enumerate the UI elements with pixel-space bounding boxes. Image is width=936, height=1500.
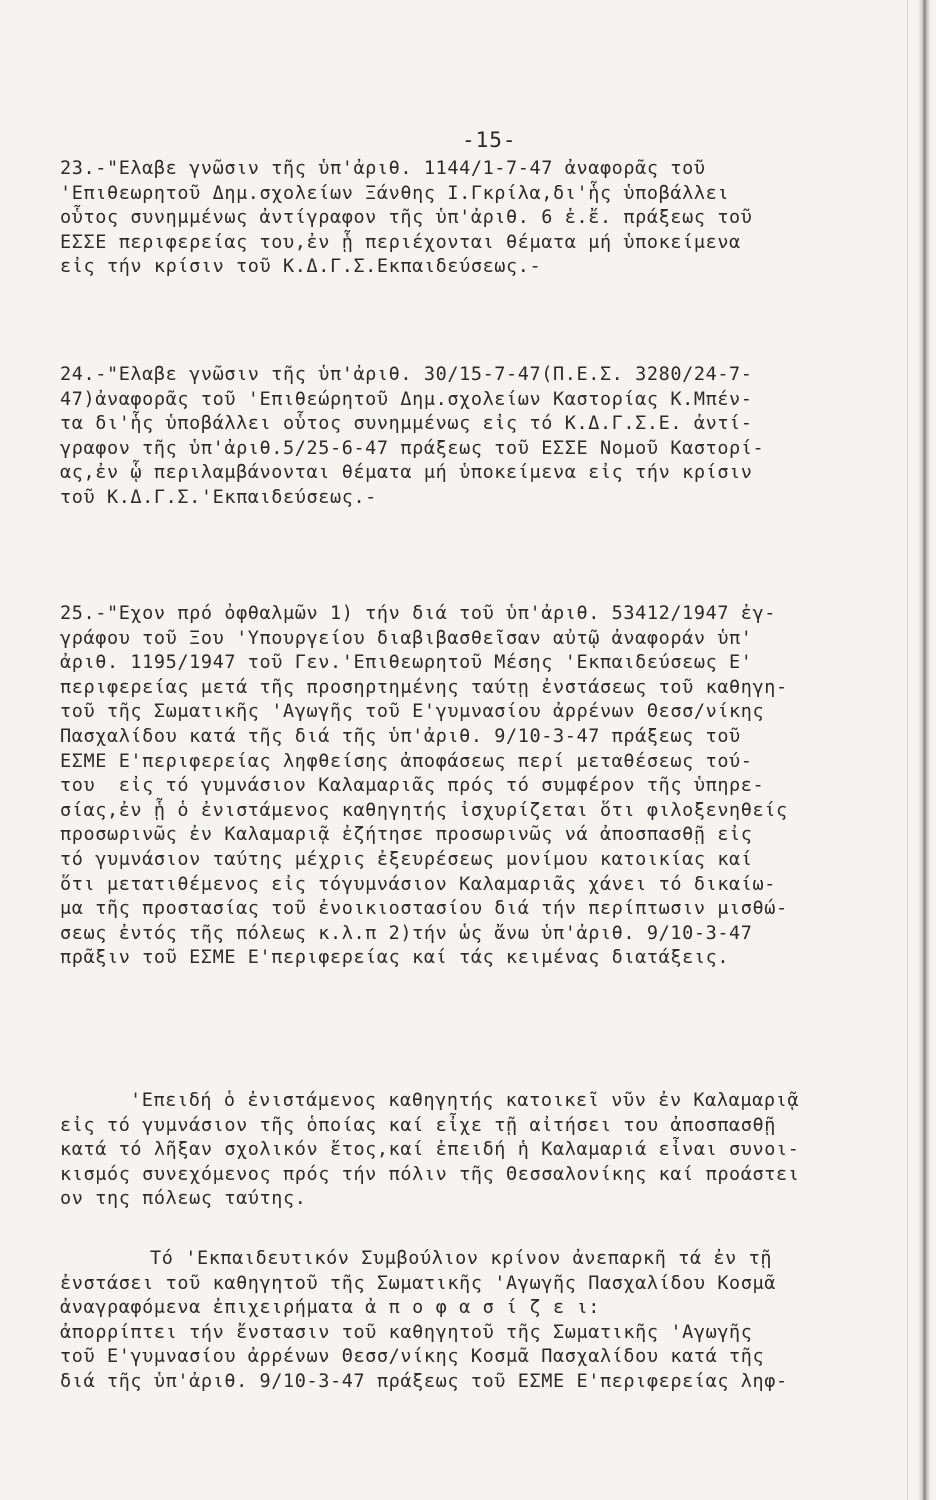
text-line: διά τῆς ὑπ'ἀριθ. 9/10-3-47 πράξεως τοῦ ΕΣΜΕ Ε'περιφερείας ληφ- — [60, 1370, 788, 1392]
paragraph-27 — [60, 1250, 910, 1398]
text-line: ἀριθ. 1195/1947 τοῦ Γεν.'Επιθεωρητοῦ Μέσης 'Εκπαιδεύσεως Ε' — [60, 652, 753, 674]
text-line: ΕΣΜΕ Ε'περιφερείας ληφθείσης ἀποφάσεως περί μεταθέσεως τού- — [60, 750, 753, 772]
text-line: 24.-"Ελαβε γνῶσιν τῆς ὑπ'ἀριθ. 30/15-7-47(Π.Ε.Σ. 3280/24-7- — [60, 364, 753, 385]
text-line: του εἰς τό γυμνάσιον Καλαμαριᾶς πρός τό συμφέρον τῆς ὑπηρε- — [60, 775, 765, 797]
text-line: ΕΣΣΕ περιφερείας του,ἐν ᾗ περιέχονται θέματα μή ὑποκείμενα — [60, 231, 741, 253]
text-line: 23.-"Ελαβε γνῶσιν τῆς ὑπ'ἀριθ. 1144/1-7-47 ἀναφορᾶς τοῦ — [60, 158, 706, 179]
text-line: 25.-"Εχον πρό ὀφθαλμῶν 1) τήν διά τοῦ ὑπ'ἀριθ. 53412/1947 ἐγ- — [60, 603, 777, 624]
text-line: ἀπορρίπτει τήν ἔνστασιν τοῦ καθηγητοῦ τῆς Σωματικῆς 'Αγωγῆς — [60, 1321, 753, 1343]
text-line: γραφον τῆς ὑπ'ἀριθ.5/25-6-47 πράξεως τοῦ ΕΣΣΕ Νομοῦ Καστορί- — [60, 437, 765, 459]
paragraph-26 — [60, 1092, 910, 1215]
text-line: 'Επιθεωρητοῦ Δημ.σχολείων Ξάνθης Ι.Γκρίλα,δι'ἧς ὑποβάλλει — [60, 182, 730, 204]
paragraph-23 — [60, 160, 910, 283]
text-line: τοῦ τῆς Σωματικῆς 'Αγωγῆς τοῦ Ε'γυμνασίου ἀρρένων Θεσσ/νίκης — [60, 701, 765, 723]
text-line: πρᾶξιν τοῦ ΕΣΜΕ Ε'περιφερείας καί τάς κειμένας διατάξεις. — [60, 947, 730, 969]
text-line: μα τῆς προστασίας τοῦ ἐνοικιοστασίου διά τήν περίπτωσιν μισθώ- — [60, 898, 788, 920]
text-line: Πασχαλίδου κατά τῆς διά τῆς ὑπ'ἀριθ. 9/10-3-47 πράξεως τοῦ — [60, 725, 741, 747]
text-line: σεως ἐντός τῆς πόλεως κ.λ.π 2)τήν ὡς ἄνω ὑπ'ἀριθ. 9/10-3-47 — [60, 922, 753, 944]
text-line: ον της πόλεως ταύτης. — [60, 1188, 307, 1210]
paragraph-24 — [60, 366, 910, 514]
text-line: εἰς τήν κρίσιν τοῦ Κ.Δ.Γ.Σ.Εκπαιδεύσεως.- — [60, 256, 542, 278]
paragraph-25 — [60, 605, 910, 974]
text-line: εἰς τό γυμνάσιον τῆς ὁποίας καί εἶχε τῇ αἰτήσει του ἀποσπασθῇ — [60, 1114, 777, 1136]
text-line: τοῦ Κ.Δ.Γ.Σ.'Εκπαιδεύσεως.- — [60, 486, 377, 508]
text-line: σίας,ἐν ᾗ ὁ ἐνιστάμενος καθηγητής ἰσχυρίζεται ὅτι φιλοξενηθείς — [60, 799, 788, 821]
text-line: 'Επειδή ὁ ἐνιστάμενος καθηγητής κατοικεῖ νῦν ἐν Καλαμαριᾷ — [130, 1090, 800, 1111]
text-line: κισμός συνεχόμενος πρός τήν πόλιν τῆς Θεσσαλονίκης καί προάστει — [60, 1163, 800, 1185]
text-line: τοῦ Ε'γυμνασίου ἀρρένων Θεσσ/νίκης Κοσμᾶ Πασχαλίδου κατά τῆς — [60, 1346, 765, 1368]
text-line: οὗτος συνημμένως ἀντίγραφον τῆς ὑπ'ἀριθ. 6 ἐ.ἔ. πράξεως τοῦ — [60, 207, 753, 229]
page-binding-edge — [918, 0, 930, 1500]
text-line: ὅτι μετατιθέμενος εἰς τόγυμνάσιον Καλαμαριᾶς χάνει τό δικαίω- — [60, 873, 777, 895]
page-number: -15- — [462, 128, 517, 152]
text-line: τα δι'ἧς ὑποβάλλει οὗτος συνημμένως εἰς τό Κ.Δ.Γ.Σ.Ε. ἀντί- — [60, 413, 753, 435]
text-line: προσωρινῶς ἐν Καλαμαριᾷ ἐζήτησε προσωρινῶς νά ἀποσπασθῇ εἰς — [60, 824, 753, 846]
text-line: τό γυμνάσιον ταύτης μέχρις ἐξευρέσεως μονίμου κατοικίας καί — [60, 848, 753, 870]
text-line: Τό 'Εκπαιδευτικόν Συμβούλιον κρίνον ἀνεπαρκῆ τά ἐν τῇ — [150, 1248, 773, 1269]
text-line: ας,ἐν ᾧ περιλαμβάνονται θέματα μή ὑποκείμενα εἰς τήν κρίσιν — [60, 462, 753, 484]
text-line: 47)ἀναφορᾶς τοῦ 'Επιθεώρητοῦ Δημ.σχολείων Καστορίας Κ.Μπέν- — [60, 388, 753, 410]
text-line: κατά τό λῆξαν σχολικόν ἔτος,καί ἐπειδή ἡ Καλαμαριά εἶναι συνοι- — [60, 1139, 800, 1161]
text-line: ἐνστάσει τοῦ καθηγητοῦ τῆς Σωματικῆς 'Αγωγῆς Πασχαλίδου Κοσμᾶ — [60, 1272, 777, 1294]
text-line: περιφερείας μετά τῆς προσηρτημένης ταύτῃ ἐνστάσεως τοῦ καθηγη- — [60, 676, 788, 698]
text-line: ἀναγραφόμενα ἐπιχειρήματα ἀ π ο φ α σ ί ζ ε ι: — [60, 1297, 600, 1319]
text-line: γράφου τοῦ Ξου 'Υπουργείου διαβιβασθεῖσαν αὐτῷ ἀναφοράν ὑπ' — [60, 627, 753, 649]
